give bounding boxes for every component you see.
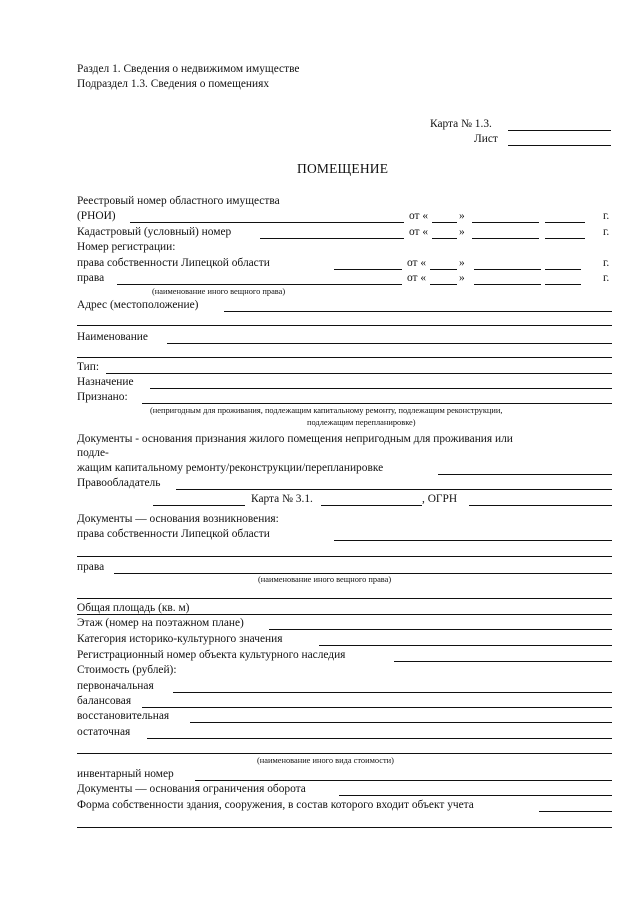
type-field[interactable] <box>106 373 612 374</box>
initial-cost-label: первоначальная <box>77 680 154 692</box>
ownership-date-from: от « <box>407 257 427 269</box>
holder-field[interactable] <box>176 489 612 490</box>
recognized-field[interactable] <box>142 403 612 404</box>
ownership-day-field[interactable] <box>430 269 457 270</box>
inventory-label: инвентарный номер <box>77 768 174 780</box>
balance-cost-field[interactable] <box>142 707 612 708</box>
origin-ownership-field[interactable] <box>334 540 612 541</box>
other-right-hint: (наименование иного вещного права) <box>152 287 286 296</box>
registry-number-label: Реестровый номер областного имущества <box>77 195 280 207</box>
cost-label: Стоимость (рублей): <box>77 664 177 676</box>
rnoi-label: (РНОИ) <box>77 210 116 222</box>
registration-right-field[interactable] <box>117 284 402 285</box>
heritage-category-label: Категория историко-культурного значения <box>77 633 283 645</box>
other-cost-field[interactable] <box>77 753 612 754</box>
registration-ownership-field[interactable] <box>334 269 402 270</box>
right-month-field[interactable] <box>474 284 541 285</box>
recognized-label: Признано: <box>77 391 128 403</box>
page-title: ПОМЕЩЕНИЕ <box>297 161 389 176</box>
cadastral-day-field[interactable] <box>432 238 457 239</box>
restriction-docs-field[interactable] <box>339 795 612 796</box>
card-number-label: Карта № 1.3. <box>430 118 492 130</box>
floor-field[interactable] <box>269 629 612 630</box>
sheet-field[interactable] <box>508 145 611 146</box>
address-field[interactable] <box>224 311 612 312</box>
origin-right-field[interactable] <box>114 573 612 574</box>
cadastral-date-from: от « <box>409 226 429 238</box>
origin-ownership-label: права собственности Липецкой области <box>77 528 270 540</box>
name-field[interactable] <box>167 343 612 344</box>
origin-docs-label: Документы — основания возникновения: <box>77 513 279 525</box>
inventory-field[interactable] <box>195 780 612 781</box>
heritage-reg-label: Регистрационный номер объекта культурного наследия <box>77 649 346 661</box>
cadastral-quote-close: » <box>459 226 465 238</box>
address-label: Адрес (местоположение) <box>77 299 199 311</box>
purpose-field[interactable] <box>150 388 612 389</box>
restriction-docs-label: Документы — основания ограничения оборота <box>77 783 306 795</box>
right-quote-close: » <box>459 272 465 284</box>
name-field-line-2[interactable] <box>77 357 612 358</box>
right-year-field[interactable] <box>545 284 581 285</box>
cadastral-field[interactable] <box>260 238 404 239</box>
heritage-reg-field[interactable] <box>394 661 612 662</box>
restoration-cost-field[interactable] <box>190 722 612 723</box>
rnoi-field[interactable] <box>130 222 404 223</box>
ogrn-label: , ОГРН <box>422 493 458 505</box>
cadastral-label: Кадастровый (условный) номер <box>77 226 232 238</box>
subsection-heading: Подраздел 1.3. Сведения о помещениях <box>77 78 270 90</box>
recognized-hint: (непригодным для проживания, подлежащим капитальному ремонту, подлежащим реконструкции, <box>150 406 503 415</box>
rnoi-date-from: от « <box>409 210 429 222</box>
card-number-field[interactable] <box>508 130 611 131</box>
type-label: Тип: <box>77 361 100 373</box>
area-label: Общая площадь (кв. м) <box>77 602 190 614</box>
cadastral-year-suffix: г. <box>603 226 610 238</box>
rnoi-day-field[interactable] <box>432 222 457 223</box>
registration-number-label: Номер регистрации: <box>77 241 176 253</box>
name-label: Наименование <box>77 331 148 343</box>
origin-ownership-field-line-2[interactable] <box>77 556 612 557</box>
cadastral-month-field[interactable] <box>472 238 539 239</box>
area-field[interactable] <box>77 614 612 615</box>
rnoi-quote-close: » <box>459 210 465 222</box>
registration-ownership-label: права собственности Липецкой области <box>77 257 270 269</box>
ownership-year-field[interactable] <box>545 269 581 270</box>
cadastral-year-field[interactable] <box>545 238 585 239</box>
other-cost-hint: (наименование иного вида стоимости) <box>257 756 394 765</box>
purpose-label: Назначение <box>77 376 134 388</box>
ownership-month-field[interactable] <box>474 269 541 270</box>
rnoi-year-suffix: г. <box>603 210 610 222</box>
balance-cost-label: балансовая <box>77 695 132 707</box>
origin-right-field-line-2[interactable] <box>77 598 612 599</box>
rnoi-month-field[interactable] <box>472 222 539 223</box>
heritage-category-field[interactable] <box>319 645 612 646</box>
right-day-field[interactable] <box>430 284 457 285</box>
holder-field-line-2[interactable] <box>153 505 245 506</box>
docs-recognition-text-2: подле- <box>77 447 109 459</box>
recognized-hint-cont: подлежащим перепланировке) <box>307 418 416 427</box>
ownership-year-suffix: г. <box>603 257 610 269</box>
origin-right-label: права <box>77 561 105 573</box>
origin-right-hint: (наименование иного вещного права) <box>258 575 392 584</box>
ownership-form-field-line-2[interactable] <box>77 827 612 828</box>
floor-label: Этаж (номер на поэтажном плане) <box>77 617 244 629</box>
restoration-cost-label: восстановительная <box>77 710 170 722</box>
right-year-suffix: г. <box>603 272 610 284</box>
docs-recognition-field[interactable] <box>438 474 612 475</box>
card31-field[interactable] <box>321 505 422 506</box>
ownership-form-label: Форма собственности здания, сооружения, в состав которого входит объект учета <box>77 799 474 811</box>
docs-recognition-text: Документы - основания признания жилого помещения непригодным для проживания или <box>77 433 513 445</box>
address-field-line-2[interactable] <box>77 325 612 326</box>
holder-label: Правообладатель <box>77 477 161 489</box>
card31-label: Карта № 3.1. <box>251 493 313 505</box>
rnoi-year-field[interactable] <box>545 222 585 223</box>
right-date-from: от « <box>407 272 427 284</box>
ownership-quote-close: » <box>459 257 465 269</box>
ownership-form-field[interactable] <box>539 811 612 812</box>
ogrn-field[interactable] <box>469 505 612 506</box>
registration-right-label: права <box>77 272 105 284</box>
docs-recognition-text-3: жащим капитальному ремонту/реконструкции/перепланировке <box>77 462 384 474</box>
section-heading: Раздел 1. Сведения о недвижимом имуществе <box>77 63 300 75</box>
residual-cost-label: остаточная <box>77 726 131 738</box>
sheet-label: Лист <box>474 133 498 145</box>
initial-cost-field[interactable] <box>173 692 612 693</box>
residual-cost-field[interactable] <box>147 738 612 739</box>
